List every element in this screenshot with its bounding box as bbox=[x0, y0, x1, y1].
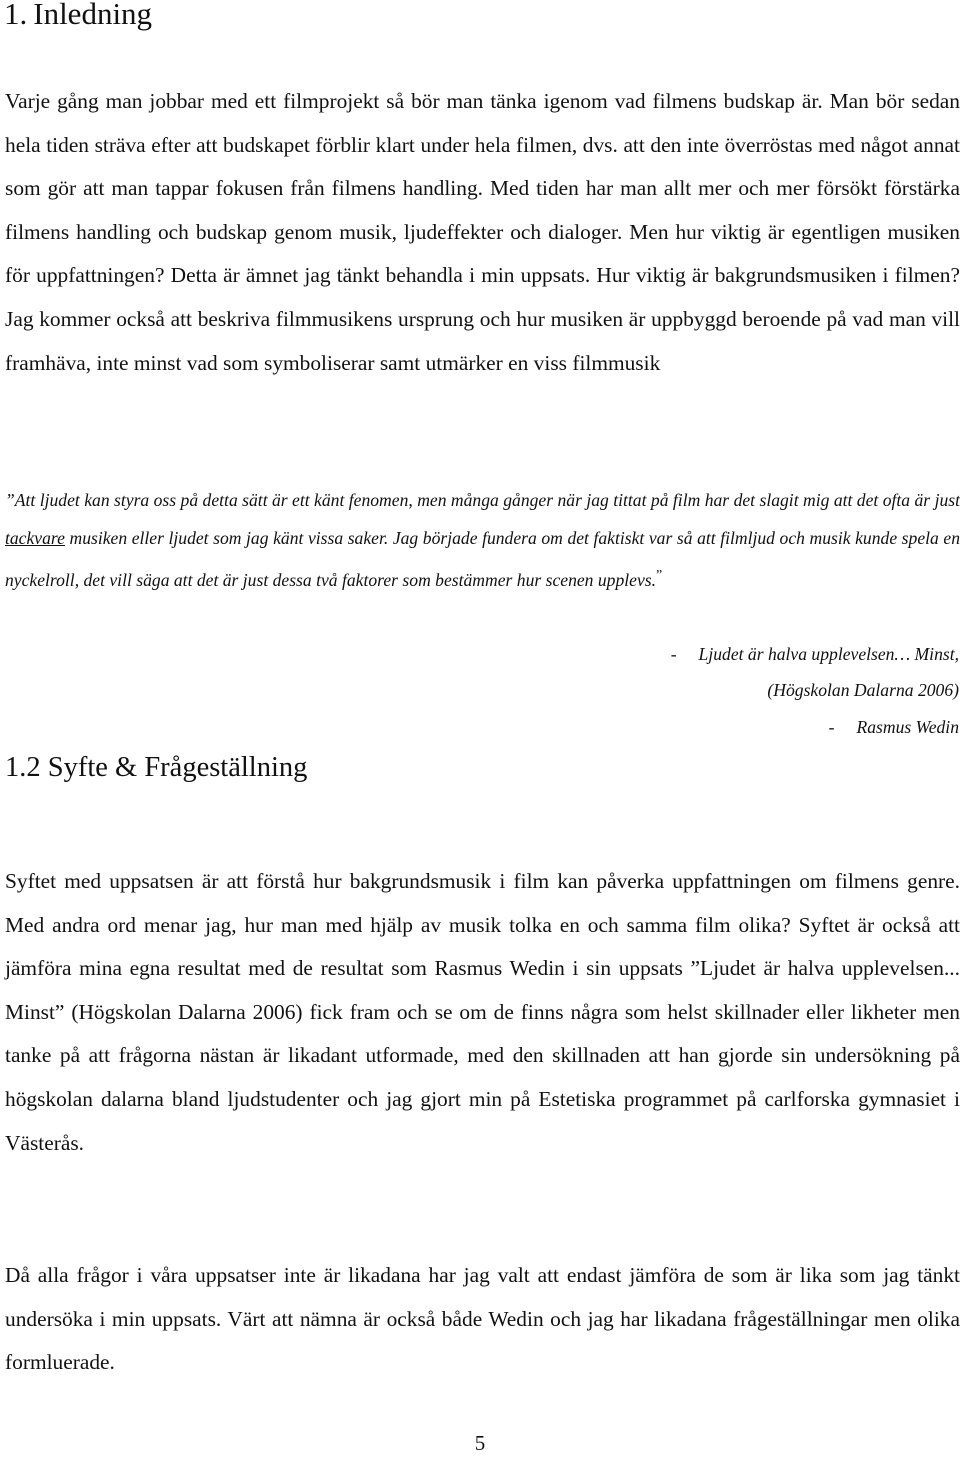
quote-part-1: ”Att ljudet kan styra oss på detta sätt är ett känt fenomen, men många gånger när jag tittat på film har det slagit mig att det ofta är just bbox=[5, 490, 960, 510]
attribution-publisher: (Högskolan Dalarna 2006) bbox=[767, 680, 959, 700]
block-quote bbox=[5, 481, 960, 599]
quote-underlined-word: tackvare bbox=[5, 528, 65, 548]
quote-attribution-author-line bbox=[829, 714, 959, 740]
quote-closing-mark: ” bbox=[656, 568, 663, 583]
attribution-dash: - bbox=[670, 644, 677, 664]
quote-attribution-publisher-line bbox=[767, 677, 959, 703]
attribution-dash: - bbox=[828, 717, 835, 737]
section-title: Inledning bbox=[33, 0, 153, 31]
quote-attribution-source-line bbox=[671, 641, 959, 667]
intro-paragraph: Varje gång man jobbar med ett filmprojekt så bör man tänka igenom vad filmens budskap är. Man bör sedan hela tiden sträva efter att budskapet förblir klart under hela filmen, dvs. att den inte överröstas med något annat som gör att man tappar fokusen från filmens handling. Med tiden har man allt mer och mer försökt förstärka filmens handling och budskap genom musik, ljudeffekter och dialoger. Men hur viktig är egentligen musiken för uppfattningen? Detta är ämnet jag tänkt behandla i min uppsats. Hur viktig är bakgrundsmusiken i filmen? Jag kommer också att beskriva filmmusikens ursprung och hur musiken är uppbyggd beroende på vad man vill framhäva, inte minst vad som symboliserar samt utmärker en viss filmmusik bbox=[5, 89, 960, 375]
purpose-paragraph: Syftet med uppsatsen är att förstå hur bakgrundsmusik i film kan påverka uppfattningen om filmens genre. Med andra ord menar jag, hur man med hjälp av musik tolka en och samma film olika? Syftet är också att jämföra mina egna resultat med de resultat som Rasmus Wedin i sin uppsats ”Ljudet är halva upplevelsen... Minst” (Högskolan Dalarna 2006) fick fram och se om de finns några som helst skillnader eller likheter men tanke på att frågorna nästan är likadant utformade, med den skillnaden att han gjorde sin undersökning på högskolan dalarna bland ljudstudenter och jag gjort min på Estetiska programmet på carlforska gymnasiet i Västerås. bbox=[5, 869, 960, 1155]
section-heading-inledning bbox=[4, 0, 152, 34]
section-heading-syfte: 1.2 Syfte & Frågeställning bbox=[5, 752, 308, 783]
attribution-author: Rasmus Wedin bbox=[856, 717, 959, 737]
comparison-paragraph: Då alla frågor i våra uppsatser inte är likadana har jag valt att endast jämföra de som är lika som jag tänkt undersöka i min uppsats. Värt att nämna är också både Wedin och jag har likadana frågeställningar men olika formluerade. bbox=[5, 1263, 960, 1375]
quote-part-2: musiken eller ljudet som jag känt vissa saker. Jag började fundera om det faktiskt var så att filmljud och musik kunde spela en nyckelroll, det vill säga att det är just dessa två faktorer som bestämmer hur scenen upplevs. bbox=[5, 528, 960, 590]
attribution-source: Ljudet är halva upplevelsen… Minst, bbox=[698, 644, 959, 664]
page-number: 5 bbox=[474, 1431, 486, 1455]
section-number: 1. bbox=[4, 0, 28, 31]
